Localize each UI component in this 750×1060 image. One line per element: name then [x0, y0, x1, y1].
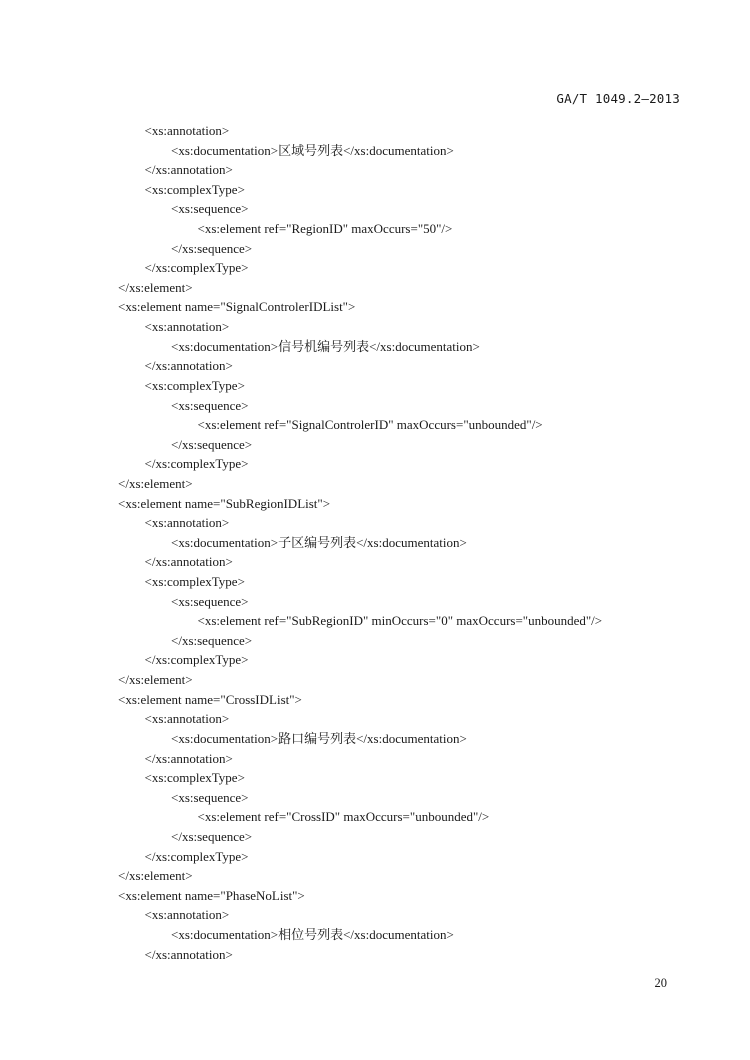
code-line: </xs:complexType> — [144, 260, 249, 276]
page-number: 20 — [654, 976, 667, 990]
code-line: <xs:documentation>区域号列表</xs:documentation> — [171, 142, 454, 158]
code-line: <xs:annotation> — [144, 711, 230, 727]
code-line: <xs:complexType> — [144, 770, 245, 786]
code-line: <xs:sequence> — [171, 789, 249, 805]
code-line: <xs:documentation>子区编号列表</xs:documentation> — [171, 534, 467, 550]
code-line: <xs:element ref="CrossID" maxOccurs="unbounded"/> — [197, 809, 490, 825]
code-line: </xs:element> — [118, 279, 193, 295]
code-line: </xs:sequence> — [171, 436, 253, 452]
code-line: <xs:element name="PhaseNoList"> — [118, 887, 305, 903]
code-line: <xs:element ref="RegionID" maxOccurs="50"/> — [197, 221, 453, 237]
xml-schema-code-block — [118, 121, 602, 964]
code-line: <xs:annotation> — [144, 907, 230, 923]
code-line: </xs:sequence> — [171, 632, 253, 648]
code-line: <xs:annotation> — [144, 123, 230, 138]
code-line: </xs:complexType> — [144, 652, 249, 668]
code-line: <xs:element name="SubRegionIDList"> — [118, 495, 331, 511]
code-line: </xs:complexType> — [144, 456, 249, 472]
code-line: <xs:annotation> — [144, 515, 230, 531]
code-line: <xs:documentation>路口编号列表</xs:documentation> — [171, 730, 467, 746]
code-line: <xs:complexType> — [144, 181, 245, 197]
code-line: </xs:element> — [118, 868, 193, 884]
code-line: <xs:sequence> — [171, 593, 249, 609]
code-line: </xs:annotation> — [144, 162, 233, 178]
code-line: </xs:annotation> — [144, 554, 233, 570]
code-line: <xs:documentation>信号机编号列表</xs:documentation> — [171, 338, 480, 354]
code-line: <xs:documentation>相位号列表</xs:documentation> — [171, 926, 454, 942]
code-line: </xs:sequence> — [171, 828, 253, 844]
code-line: <xs:complexType> — [144, 377, 245, 393]
code-line: <xs:element ref="SignalControlerID" maxOccurs="unbounded"/> — [197, 417, 543, 433]
code-line: </xs:sequence> — [171, 240, 253, 256]
code-line: <xs:sequence> — [171, 397, 249, 413]
document-standard-code: GA/T 1049.2—2013 — [556, 91, 680, 106]
code-line: <xs:element ref="SubRegionID" minOccurs="0" maxOccurs="unbounded"/> — [197, 613, 603, 629]
code-line: <xs:complexType> — [144, 574, 245, 590]
code-line: </xs:annotation> — [144, 750, 233, 766]
code-line: <xs:element name="CrossIDList"> — [118, 691, 302, 707]
code-line: <xs:annotation> — [144, 319, 230, 335]
code-line: <xs:sequence> — [171, 201, 249, 217]
code-line: </xs:annotation> — [144, 358, 233, 374]
code-line: </xs:element> — [118, 475, 193, 491]
code-line: </xs:complexType> — [144, 848, 249, 864]
code-line: <xs:element name="SignalControlerIDList"> — [118, 299, 356, 315]
code-line: </xs:annotation> — [144, 946, 233, 962]
code-line: </xs:element> — [118, 672, 193, 688]
